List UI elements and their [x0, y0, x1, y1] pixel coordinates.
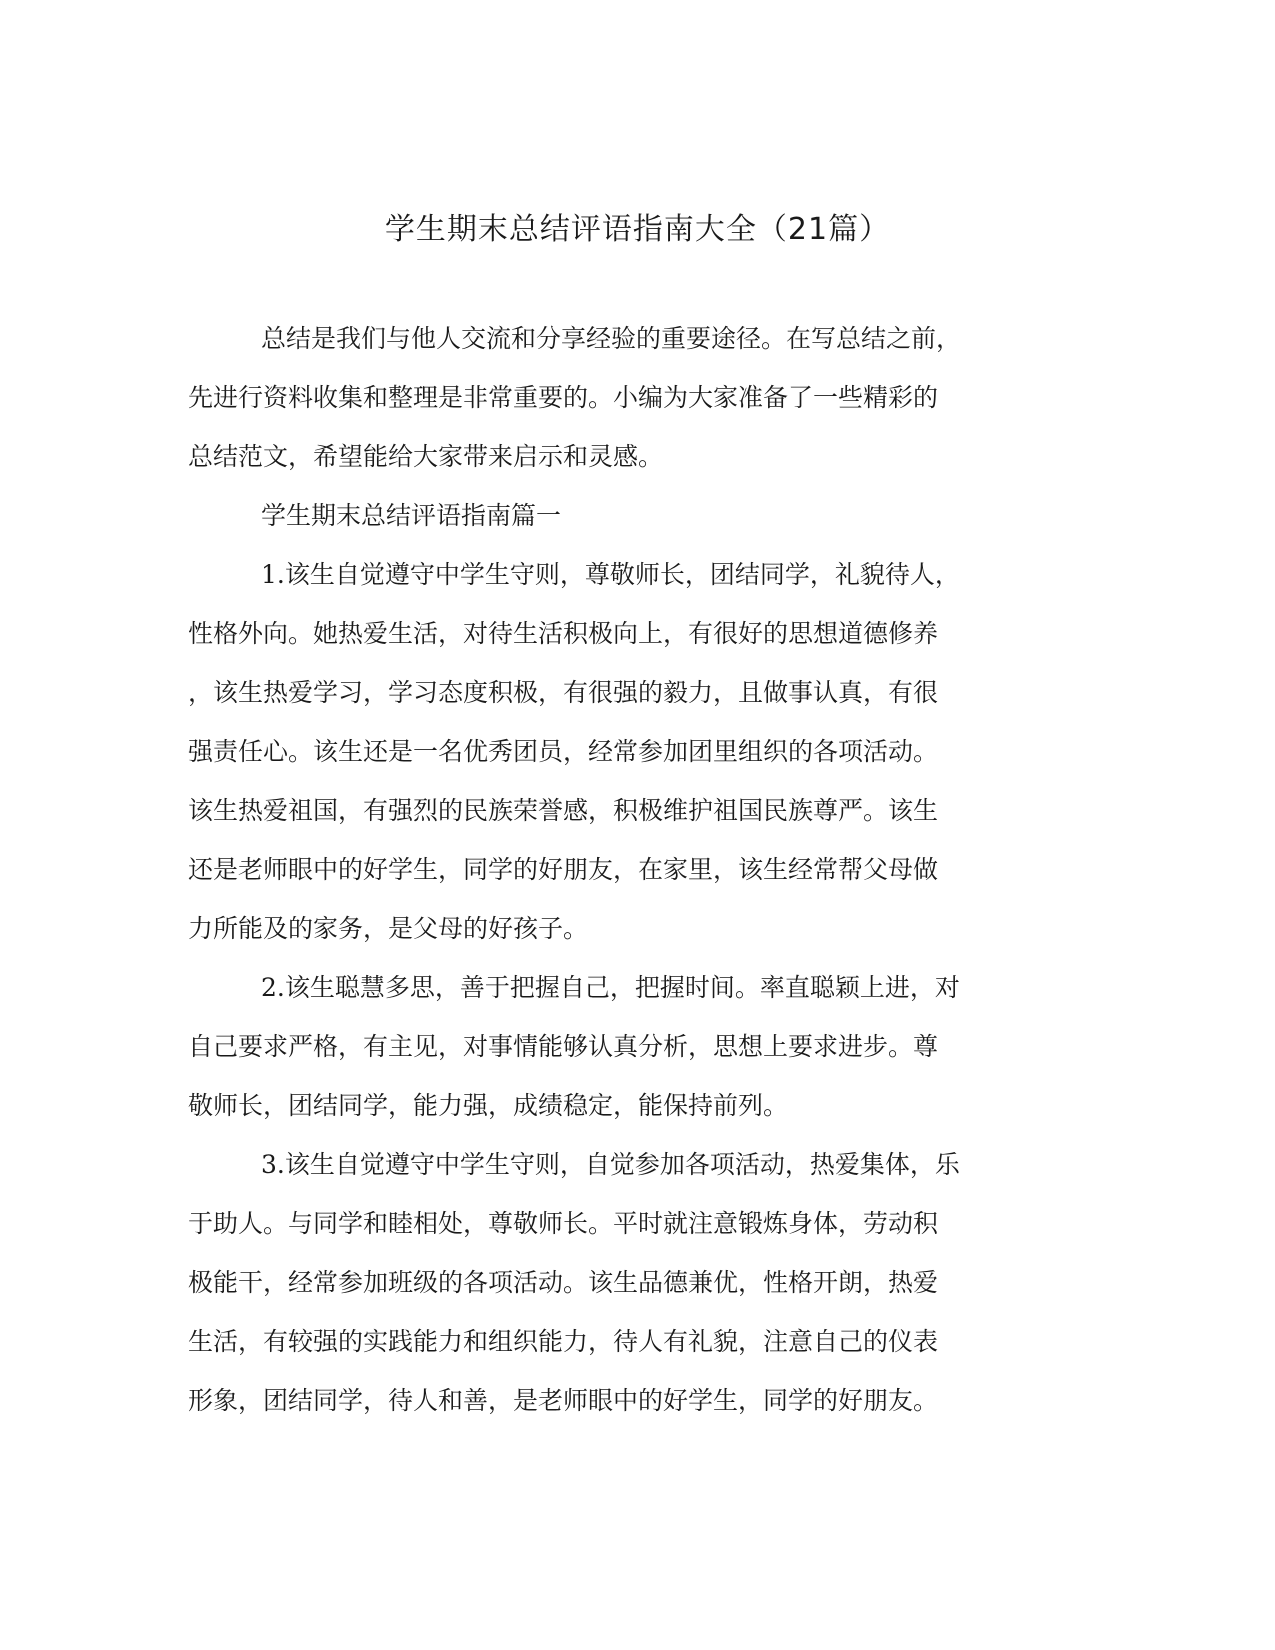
- paragraph-line: 还是老师眼中的好学生，同学的好朋友，在家里，该生经常帮父母做: [188, 855, 939, 884]
- paragraph-line: 性格外向。她热爱生活，对待生活积极向上，有很好的思想道德修养: [188, 619, 939, 648]
- paragraph-line: 形象，团结同学，待人和善，是老师眼中的好学生，同学的好朋友。: [188, 1386, 939, 1415]
- paragraph-line: 该生热爱祖国，有强烈的民族荣誉感，积极维护祖国民族尊严。该生: [188, 796, 939, 825]
- paragraph-line: 3.该生自觉遵守中学生守则，自觉参加各项活动，热爱集体，乐: [261, 1150, 960, 1179]
- paragraph-line: 1.该生自觉遵守中学生守则，尊敬师长，团结同学，礼貌待人，: [261, 560, 960, 589]
- paragraph-line: 自己要求严格，有主见，对事情能够认真分析，思想上要求进步。尊: [188, 1032, 939, 1061]
- paragraph-line: 生活，有较强的实践能力和组织能力，待人有礼貌，注意自己的仪表: [188, 1327, 939, 1356]
- section-heading: 学生期末总结评语指南篇一: [261, 501, 562, 530]
- page-title: 学生期末总结评语指南大全（21篇）: [384, 212, 891, 247]
- paragraph-line: 极能干，经常参加班级的各项活动。该生品德兼优，性格开朗，热爱: [188, 1268, 939, 1297]
- paragraph-line: 力所能及的家务，是父母的好孩子。: [188, 914, 589, 943]
- intro-line-1: 总结是我们与他人交流和分享经验的重要途径。在写总结之前，: [261, 324, 962, 353]
- intro-line-2: 先进行资料收集和整理是非常重要的。小编为大家准备了一些精彩的: [188, 383, 939, 412]
- paragraph-line: ，该生热爱学习，学习态度积极，有很强的毅力，且做事认真，有很: [188, 678, 939, 707]
- paragraph-line: 敬师长，团结同学，能力强，成绩稳定，能保持前列。: [188, 1091, 789, 1120]
- paragraph-line: 于助人。与同学和睦相处，尊敬师长。平时就注意锻炼身体，劳动积: [188, 1209, 939, 1238]
- paragraph-line: 2.该生聪慧多思，善于把握自己，把握时间。率直聪颖上进，对: [261, 973, 960, 1002]
- paragraph-line: 强责任心。该生还是一名优秀团员，经常参加团里组织的各项活动。: [188, 737, 939, 766]
- intro-line-3: 总结范文，希望能给大家带来启示和灵感。: [188, 442, 664, 471]
